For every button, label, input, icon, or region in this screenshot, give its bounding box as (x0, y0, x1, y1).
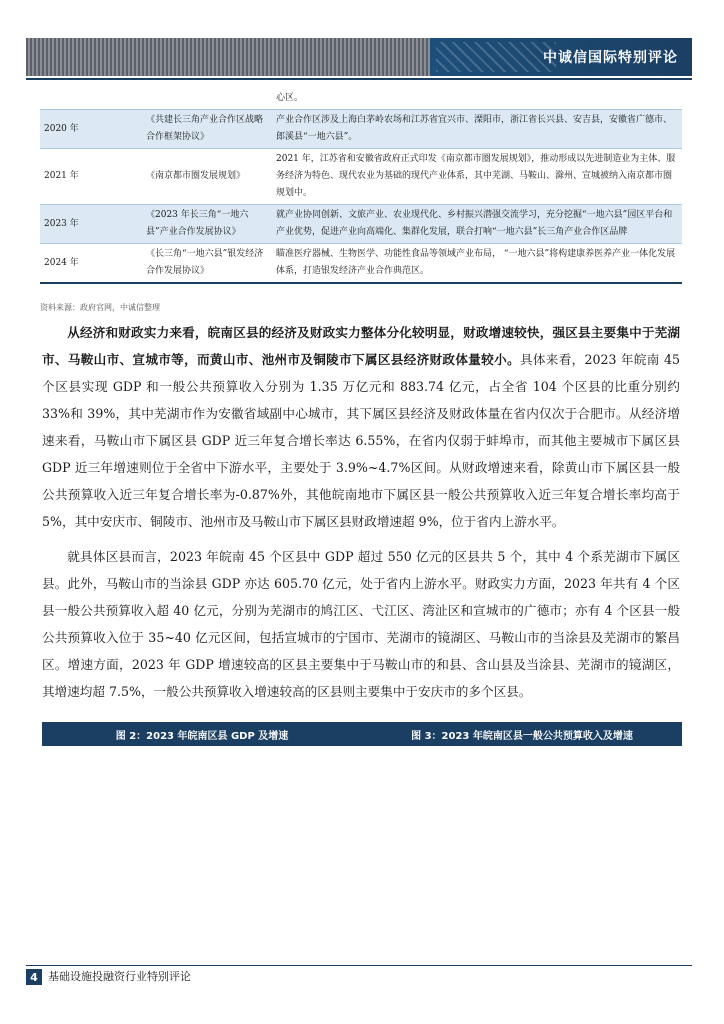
footer-rule (26, 965, 692, 966)
document-cell: 《2023 年长三角“一地六县”产业合作发展协议》 (142, 205, 272, 244)
table-row (40, 244, 682, 284)
figure-2-caption: 图 2：2023 年皖南区县 GDP 及增速 (115, 730, 289, 742)
footer-text: 基础设施投融资行业特别评论 (48, 970, 191, 983)
table-source: 资料来源：政府官网，中诚信整理 (40, 303, 160, 312)
paragraph-1-body: 具体来看，2023 年皖南 45 个区县实现 GDP 和一般公共预算收入分别为 1.35 万亿元和 883.74 亿元，占全省 104 个区县的比重分别约 33%和 39%，其中芜湖市作为安徽省域副中心城市，其下属区县经济及财政体量在省内仅次于合肥市。从经济增速来看，马鞍山市下属区县 GDP 近三年复合增长率达 6.55%，在省内仅弱于蚌埠市，而其他主要城市下属区县 GDP 近三年增速则位于全省中下游水平，主要处于 3.9%~4.7%区间。从财政增速来看，除黄山市下属区县一般公共预算收入近三年复合增长率为-0.87%外，其他皖南地市下属区县一般公共预算收入近三年复合增长率均高于 5%，其中安庆市、铜陵市、池州市及马鞍山市下属区县财政增速超 9%，位于省内上游水平。 (42, 352, 681, 529)
content-cell: 心区。 (272, 88, 682, 110)
document-cell: 《长三角“一地六县”银发经济合作发展协议》 (142, 244, 272, 284)
year-cell: 2024 年 (40, 244, 142, 284)
year-cell (40, 88, 142, 110)
document-cell: 《南京都市圈发展规划》 (142, 149, 272, 205)
figure-3-caption: 图 3：2023 年皖南区县一般公共预算收入及增速 (411, 730, 633, 742)
year-cell: 2020 年 (40, 110, 142, 149)
page-number: 4 (26, 969, 42, 985)
year-cell: 2021 年 (40, 149, 142, 205)
content-cell: 产业合作区涉及上海白茅岭农场和江苏省宜兴市、溧阳市，浙江省长兴县、安吉县，安徽省广德市、郎溪县“一地六县”。 (272, 110, 682, 149)
content-cell: 就产业协同创新、文旅产业、农业现代化、乡村振兴潜强交流学习，充分挖掘“一地六县”园区平台和产业优势，促进产业向高端化、集群化发展，联合打响“一地六县”长三角产业合作区品牌 (272, 205, 682, 244)
header-title: 中诚信国际特别评论 (543, 50, 678, 66)
content-cell: 瞄准医疗器械、生物医学、功能性食品等领域产业布局， “一地六县”将构建康养医养产业一体化发展体系，打造银发经济产业合作典范区。 (272, 244, 682, 284)
document-cell: 《共建长三角产业合作区战略合作框架协议》 (142, 110, 272, 149)
policy-table (40, 88, 682, 284)
table-row (40, 205, 682, 244)
paragraph-1-lead: 从经济和财政实力来看，皖南区县的经济及财政实力整体分化较明显，财政增速较快，强区县主要集中于芜湖市、马鞍山市、宣城市等，而黄山市、池州市及铜陵市下属区县经济财政体量较小。 (42, 325, 680, 367)
content-cell: 2021 年，江苏省和安徽省政府正式印发《南京都市圈发展规划》，推动形成以先进制造业为主体、服务经济为特色、现代农业为基础的现代产业体系，其中芜湖、马鞍山、滁州、宣城被纳入南京都市圈规划中。 (272, 149, 682, 205)
header-rule (26, 78, 692, 80)
figure-caption-bar (42, 722, 682, 746)
header-title-box (430, 38, 692, 76)
paragraph-2: 就具体区县而言，2023 年皖南 45 个区县中 GDP 超过 550 亿元的区县共 5 个，其中 4 个系芜湖市下属区县。此外，马鞍山市的当涂县 GDP 亦达 605.70 亿元，处于省内上游水平。财政实力方面，2023 年共有 4 个区县一般公共预算收入超 40 亿元，分别为芜湖市的鸠江区、弋江区、湾沚区和宣城市的广德市；亦有 4 个区县一般公共预算收入位于 35~40 亿元区间，包括宣城市的宁国市、芜湖市的镜湖区、马鞍山市的当涂县及芜湖市的繁昌区。增速方面，2023 年 GDP 增速较高的区县主要集中于马鞍山市的和县、含山县及当涂县、芜湖市的镜湖区，其增速均超 7.5%，一般公共预算收入增速较高的区县则主要集中于安庆市的多个区县。 (42, 549, 680, 699)
table-row (40, 149, 682, 205)
document-cell (142, 88, 272, 110)
table-row (40, 110, 682, 149)
policy-table-body (40, 88, 682, 283)
paragraph-1 (42, 319, 680, 535)
header-decoration (436, 42, 556, 72)
table-row (40, 88, 682, 110)
year-cell: 2023 年 (40, 205, 142, 244)
